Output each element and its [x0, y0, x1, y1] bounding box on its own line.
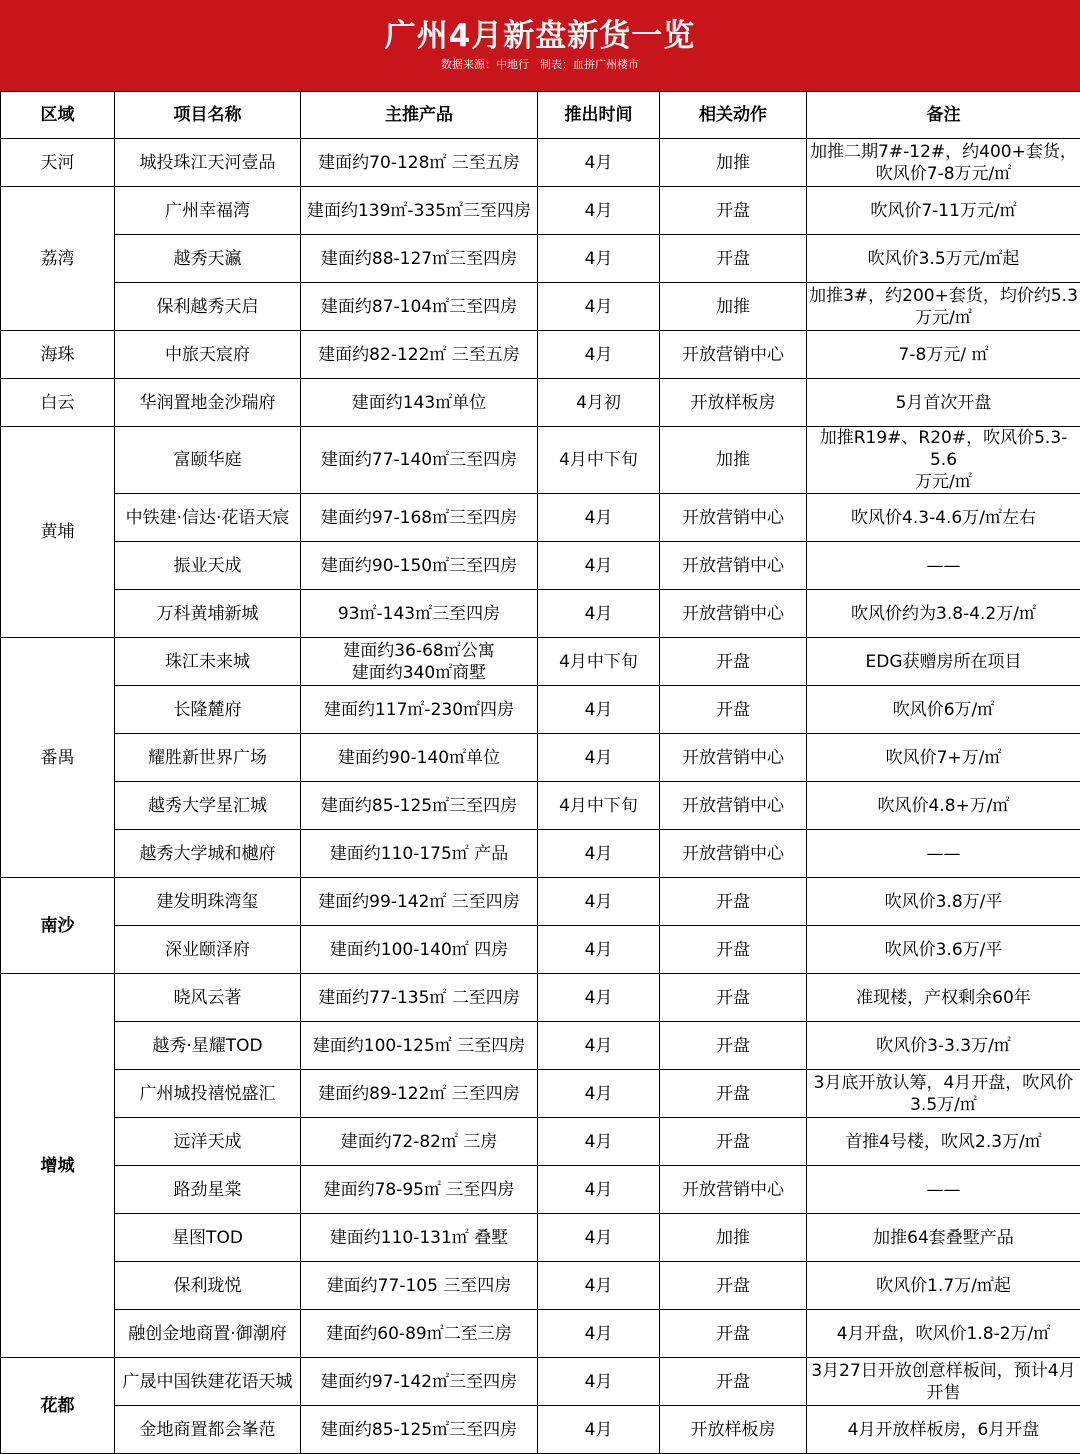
notes-cell-line: EDG获赠房所在项目: [809, 651, 1078, 673]
product-cell: [301, 542, 538, 590]
product-cell: [301, 1262, 538, 1310]
table-row: [1, 926, 1080, 974]
launch-time-cell: 4月: [538, 1358, 660, 1406]
product-cell-line: 建面约60-89㎡二至三房: [303, 1323, 535, 1345]
project-name-cell: 越秀·星耀TOD: [115, 1022, 301, 1070]
notes-cell: [807, 1022, 1080, 1070]
notes-cell: [807, 139, 1080, 187]
product-cell-line: 建面约77-105 三至四房: [303, 1275, 535, 1297]
table-row: [1, 379, 1080, 427]
product-cell: [301, 1022, 538, 1070]
table-row: [1, 427, 1080, 494]
table-row: [1, 1118, 1080, 1166]
product-cell: [301, 283, 538, 331]
product-cell-line: 建面约110-175㎡ 产品: [303, 843, 535, 865]
table-row: [1, 686, 1080, 734]
notes-cell-line: 4月开放样板房，6月开盘: [809, 1419, 1078, 1441]
region-cell: 荔湾: [1, 187, 115, 331]
notes-cell: [807, 974, 1080, 1022]
action-cell: 开放营销中心: [660, 494, 807, 542]
product-cell-line: 建面约143㎡单位: [303, 392, 535, 414]
table-row: [1, 734, 1080, 782]
header-row: [1, 92, 1080, 139]
launch-time-cell: 4月: [538, 542, 660, 590]
table-row: [1, 542, 1080, 590]
launch-time-cell: 4月: [538, 1070, 660, 1118]
product-cell: [301, 830, 538, 878]
notes-cell: [807, 734, 1080, 782]
launch-time-cell: 4月: [538, 1022, 660, 1070]
notes-cell-line: 吹风价3.5万元/㎡起: [809, 248, 1078, 270]
project-name-cell: 保利越秀天启: [115, 283, 301, 331]
notes-cell: [807, 686, 1080, 734]
project-name-cell: 建发明珠湾玺: [115, 878, 301, 926]
action-cell: 开放营销中心: [660, 331, 807, 379]
notes-cell-line: 加推64套叠墅产品: [809, 1227, 1078, 1249]
table-row: [1, 1214, 1080, 1262]
launch-time-cell: 4月: [538, 926, 660, 974]
product-cell-line: 建面约82-122㎡ 三至五房: [303, 344, 535, 366]
notes-cell-line: ——: [809, 1179, 1078, 1201]
notes-cell-line: 首推4号楼，吹风2.3万/㎡: [809, 1131, 1078, 1153]
notes-cell-line: ——: [809, 843, 1078, 865]
notes-cell: [807, 878, 1080, 926]
column-header-project: 项目名称: [115, 92, 301, 139]
table-row: [1, 1262, 1080, 1310]
product-cell-line: 建面约88-127㎡三至四房: [303, 248, 535, 270]
notes-cell-line: 开售: [809, 1382, 1078, 1404]
action-cell: 开盘: [660, 187, 807, 235]
notes-cell-line: 吹风价1.7万/㎡起: [809, 1275, 1078, 1297]
page-header: [0, 0, 1080, 91]
action-cell: 开盘: [660, 974, 807, 1022]
project-name-cell: 城投珠江天河壹品: [115, 139, 301, 187]
product-cell-line: 建面约99-142㎡ 三至四房: [303, 891, 535, 913]
notes-cell-line: 吹风价约为3.8-4.2万/㎡: [809, 603, 1078, 625]
project-name-cell: 保利珑悦: [115, 1262, 301, 1310]
product-cell: [301, 494, 538, 542]
launch-time-cell: 4月: [538, 830, 660, 878]
project-name-cell: 深业颐泽府: [115, 926, 301, 974]
region-cell: 海珠: [1, 331, 115, 379]
notes-cell-line: 吹风价3-3.3万/㎡: [809, 1035, 1078, 1057]
table-row: [1, 1070, 1080, 1118]
product-cell: [301, 686, 538, 734]
product-cell-line: 建面约78-95㎡ 三至四房: [303, 1179, 535, 1201]
launch-time-cell: 4月初: [538, 379, 660, 427]
product-cell: [301, 590, 538, 638]
notes-cell-line: 5月首次开盘: [809, 392, 1078, 414]
product-cell: [301, 235, 538, 283]
product-cell-line: 建面约90-140㎡单位: [303, 747, 535, 769]
table-body: [1, 139, 1080, 1454]
listing-table: [0, 91, 1080, 1454]
project-name-cell: 路劲星棠: [115, 1166, 301, 1214]
table-row: [1, 974, 1080, 1022]
project-name-cell: 越秀大学星汇城: [115, 782, 301, 830]
product-cell: [301, 782, 538, 830]
launch-time-cell: 4月: [538, 331, 660, 379]
notes-cell-line: 吹风价6万/㎡: [809, 699, 1078, 721]
notes-cell: [807, 1118, 1080, 1166]
project-name-cell: 远洋天成: [115, 1118, 301, 1166]
region-cell: 白云: [1, 379, 115, 427]
notes-cell: [807, 1262, 1080, 1310]
table-row: [1, 494, 1080, 542]
notes-cell-line: 加推二期7#-12#，约400+套货，: [809, 141, 1078, 163]
region-cell: 增城: [1, 974, 115, 1358]
notes-cell: [807, 1070, 1080, 1118]
product-cell-line: 建面约100-140㎡ 四房: [303, 939, 535, 961]
product-cell: [301, 878, 538, 926]
table-row: [1, 830, 1080, 878]
product-cell-line: 建面约340㎡商墅: [303, 662, 535, 684]
table-row: [1, 1406, 1080, 1454]
launch-time-cell: 4月: [538, 1406, 660, 1454]
table-row: [1, 1166, 1080, 1214]
action-cell: 开放样板房: [660, 1406, 807, 1454]
table-row: [1, 331, 1080, 379]
launch-time-cell: 4月: [538, 878, 660, 926]
notes-cell: [807, 283, 1080, 331]
product-cell: [301, 379, 538, 427]
action-cell: 开放营销中心: [660, 1166, 807, 1214]
notes-cell: [807, 1406, 1080, 1454]
product-cell: [301, 1406, 538, 1454]
product-cell: [301, 331, 538, 379]
project-name-cell: 耀胜新世界广场: [115, 734, 301, 782]
action-cell: 开放营销中心: [660, 782, 807, 830]
action-cell: 开盘: [660, 926, 807, 974]
product-cell: [301, 1070, 538, 1118]
product-cell-line: 93㎡-143㎡三至四房: [303, 603, 535, 625]
region-cell: 黄埔: [1, 427, 115, 638]
table-row: [1, 139, 1080, 187]
launch-time-cell: 4月: [538, 974, 660, 1022]
action-cell: 开盘: [660, 878, 807, 926]
table-row: [1, 1022, 1080, 1070]
action-cell: 开盘: [660, 1358, 807, 1406]
project-name-cell: 越秀天瀛: [115, 235, 301, 283]
project-name-cell: 万科黄埔新城: [115, 590, 301, 638]
column-header-action: 相关动作: [660, 92, 807, 139]
notes-cell-line: 3月27日开放创意样板间，预计4月: [809, 1360, 1078, 1382]
project-name-cell: 广州城投禧悦盛汇: [115, 1070, 301, 1118]
product-cell: [301, 1118, 538, 1166]
table-row: [1, 1358, 1080, 1406]
product-cell-line: 建面约90-150㎡三至四房: [303, 555, 535, 577]
table-row: [1, 590, 1080, 638]
product-cell-line: 建面约89-122㎡ 三至四房: [303, 1083, 535, 1105]
page-title: 广州4月新盘新货一览: [0, 16, 1080, 56]
product-cell-line: 建面约97-168㎡三至四房: [303, 507, 535, 529]
notes-cell: [807, 782, 1080, 830]
launch-time-cell: 4月: [538, 734, 660, 782]
product-cell: [301, 926, 538, 974]
notes-cell-line: 吹风价3.8万/平: [809, 891, 1078, 913]
project-name-cell: 晓风云著: [115, 974, 301, 1022]
notes-cell-line: 万元/㎡: [809, 471, 1078, 493]
launch-time-cell: 4月: [538, 1118, 660, 1166]
table-row: [1, 638, 1080, 686]
product-cell: [301, 139, 538, 187]
product-cell: [301, 734, 538, 782]
notes-cell: [807, 494, 1080, 542]
table-row: [1, 187, 1080, 235]
launch-time-cell: 4月中下旬: [538, 427, 660, 494]
table-row: [1, 283, 1080, 331]
notes-cell: [807, 187, 1080, 235]
project-name-cell: 华润置地金沙瑞府: [115, 379, 301, 427]
action-cell: 开盘: [660, 235, 807, 283]
notes-cell: [807, 331, 1080, 379]
product-cell-line: 建面约139㎡-335㎡三至四房: [303, 200, 535, 222]
notes-cell-line: 吹风价4.3-4.6万/㎡左右: [809, 507, 1078, 529]
action-cell: 开盘: [660, 1070, 807, 1118]
action-cell: 开放营销中心: [660, 734, 807, 782]
project-name-cell: 中铁建·信达·花语天宸: [115, 494, 301, 542]
project-name-cell: 越秀大学城和樾府: [115, 830, 301, 878]
launch-time-cell: 4月: [538, 686, 660, 734]
table-row: [1, 782, 1080, 830]
notes-cell: [807, 638, 1080, 686]
action-cell: 开盘: [660, 1118, 807, 1166]
column-header-notes: 备注: [807, 92, 1080, 139]
notes-cell-line: 4月开盘，吹风价1.8-2万/㎡: [809, 1323, 1078, 1345]
notes-cell: [807, 379, 1080, 427]
notes-cell-line: 吹风价4.8+万/㎡: [809, 795, 1078, 817]
action-cell: 加推: [660, 1214, 807, 1262]
product-cell: [301, 1358, 538, 1406]
notes-cell: [807, 590, 1080, 638]
notes-cell-line: 准现楼，产权剩余60年: [809, 987, 1078, 1009]
product-cell-line: 建面约110-131㎡ 叠墅: [303, 1227, 535, 1249]
notes-cell: [807, 1166, 1080, 1214]
product-cell: [301, 638, 538, 686]
launch-time-cell: 4月: [538, 1262, 660, 1310]
product-cell: [301, 427, 538, 494]
notes-cell: [807, 830, 1080, 878]
column-header-launch-time: 推出时间: [538, 92, 660, 139]
action-cell: 开盘: [660, 686, 807, 734]
project-name-cell: 金地商置都会峯范: [115, 1406, 301, 1454]
project-name-cell: 中旅天宸府: [115, 331, 301, 379]
project-name-cell: 广晟中国铁建花语天城: [115, 1358, 301, 1406]
notes-cell-line: 7-8万元/ ㎡: [809, 344, 1078, 366]
notes-cell: [807, 1214, 1080, 1262]
product-cell-line: 建面约87-104㎡三至四房: [303, 296, 535, 318]
action-cell: 开放营销中心: [660, 542, 807, 590]
data-source-caption: 数据来源：中地行 制表：血拼广州楼市: [0, 57, 1080, 73]
notes-cell-line: ——: [809, 555, 1078, 577]
notes-cell-line: 吹风价7-8万元/㎡: [809, 163, 1078, 185]
product-cell-line: 建面约85-125㎡三至四房: [303, 1419, 535, 1441]
product-cell: [301, 1166, 538, 1214]
launch-time-cell: 4月: [538, 1310, 660, 1358]
project-name-cell: 星图TOD: [115, 1214, 301, 1262]
action-cell: 开放营销中心: [660, 590, 807, 638]
notes-cell-line: 吹风价3.6万/平: [809, 939, 1078, 961]
product-cell-line: 建面约36-68㎡公寓: [303, 640, 535, 662]
notes-cell-line: 吹风价7+万/㎡: [809, 747, 1078, 769]
product-cell-line: 建面约72-82㎡ 三房: [303, 1131, 535, 1153]
region-cell: 南沙: [1, 878, 115, 974]
notes-cell-line: 3.5万/㎡: [809, 1094, 1078, 1116]
notes-cell: [807, 926, 1080, 974]
product-cell-line: 建面约77-140㎡三至四房: [303, 449, 535, 471]
product-cell-line: 建面约97-142㎡三至四房: [303, 1371, 535, 1393]
notes-cell-line: 加推R19#、R20#，吹风价5.3-5.6: [809, 427, 1078, 471]
region-cell: 天河: [1, 139, 115, 187]
table-row: [1, 878, 1080, 926]
notes-cell-line: 万元/㎡: [809, 307, 1078, 329]
launch-time-cell: 4月: [538, 235, 660, 283]
notes-cell-line: 加推3#，约200+套货，均价约5.3: [809, 285, 1078, 307]
project-name-cell: 长隆麓府: [115, 686, 301, 734]
action-cell: 开放样板房: [660, 379, 807, 427]
action-cell: 开盘: [660, 1310, 807, 1358]
notes-cell: [807, 542, 1080, 590]
table-row: [1, 235, 1080, 283]
launch-time-cell: 4月: [538, 590, 660, 638]
launch-time-cell: 4月: [538, 187, 660, 235]
notes-cell-line: 吹风价7-11万元/㎡: [809, 200, 1078, 222]
launch-time-cell: 4月: [538, 494, 660, 542]
product-cell-line: 建面约100-125㎡ 三至四房: [303, 1035, 535, 1057]
notes-cell-line: 3月底开放认筹，4月开盘，吹风价: [809, 1072, 1078, 1094]
product-cell-line: 建面约85-125㎡三至四房: [303, 795, 535, 817]
column-header-region: 区域: [1, 92, 115, 139]
product-cell: [301, 1214, 538, 1262]
action-cell: 开盘: [660, 1262, 807, 1310]
product-cell-line: 建面约117㎡-230㎡四房: [303, 699, 535, 721]
table-row: [1, 1310, 1080, 1358]
product-cell: [301, 187, 538, 235]
launch-time-cell: 4月: [538, 139, 660, 187]
action-cell: 开盘: [660, 1022, 807, 1070]
product-cell: [301, 1310, 538, 1358]
product-cell: [301, 974, 538, 1022]
project-name-cell: 珠江未来城: [115, 638, 301, 686]
launch-time-cell: 4月中下旬: [538, 638, 660, 686]
project-name-cell: 融创金地商置·御潮府: [115, 1310, 301, 1358]
action-cell: 开放营销中心: [660, 830, 807, 878]
launch-time-cell: 4月: [538, 1214, 660, 1262]
notes-cell: [807, 427, 1080, 494]
project-name-cell: 广州幸福湾: [115, 187, 301, 235]
launch-time-cell: 4月: [538, 1166, 660, 1214]
product-cell-line: 建面约77-135㎡ 二至四房: [303, 987, 535, 1009]
action-cell: 加推: [660, 139, 807, 187]
launch-time-cell: 4月: [538, 283, 660, 331]
region-cell: 花都: [1, 1358, 115, 1454]
notes-cell: [807, 1358, 1080, 1406]
column-header-product: 主推产品: [301, 92, 538, 139]
project-name-cell: 富颐华庭: [115, 427, 301, 494]
notes-cell: [807, 235, 1080, 283]
action-cell: 加推: [660, 283, 807, 331]
action-cell: 开盘: [660, 638, 807, 686]
notes-cell: [807, 1310, 1080, 1358]
product-cell-line: 建面约70-128㎡ 三至五房: [303, 152, 535, 174]
project-name-cell: 振业天成: [115, 542, 301, 590]
action-cell: 加推: [660, 427, 807, 494]
launch-time-cell: 4月中下旬: [538, 782, 660, 830]
region-cell: 番禺: [1, 638, 115, 878]
